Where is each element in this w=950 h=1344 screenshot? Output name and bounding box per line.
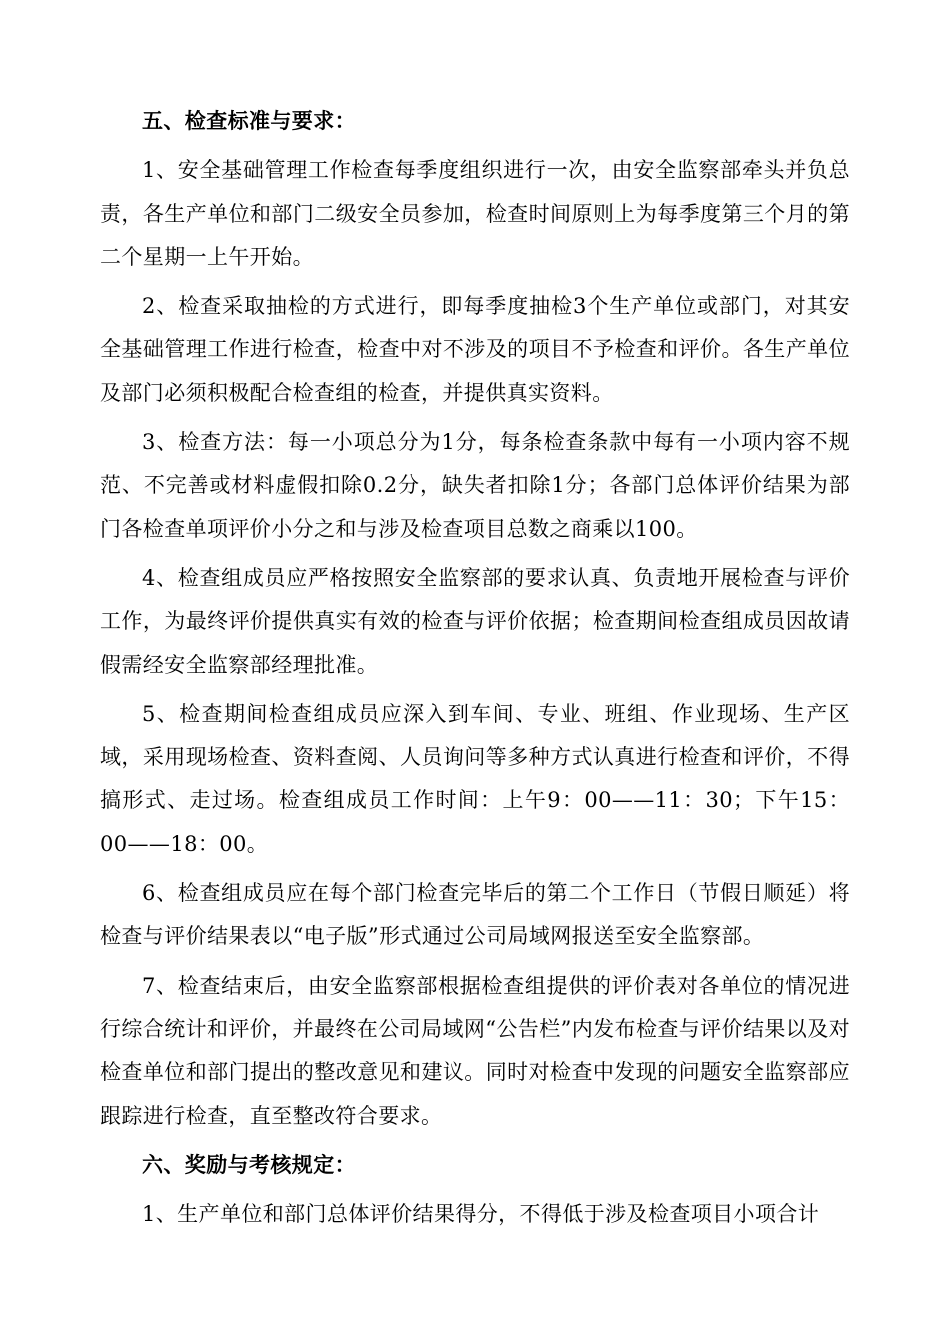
- section-5-item-3: 3、检查方法：每一小项总分为1分，每条检查条款中每有一小项内容不规范、不完善或材料虚假扣除0.2分，缺失者扣除1分；各部门总体评价结果为部门各检查单项评价小分之和与涉及检查项目总数之商乘以100。: [100, 430, 850, 541]
- section-5-item-2: 2、检查采取抽检的方式进行，即每季度抽检3个生产单位或部门，对其安全基础管理工作进行检查，检查中对不涉及的项目不予检查和评价。各生产单位及部门必须积极配合检查组的检查，并提供真实资料。: [100, 294, 850, 405]
- document-body: [100, 100, 850, 1236]
- section-5-item-1: 1、安全基础管理工作检查每季度组织进行一次，由安全监察部牵头并负总责，各生产单位和部门二级安全员参加，检查时间原则上为每季度第三个月的第二个星期一上午开始。: [100, 158, 850, 269]
- section-5-item-5: 5、检查期间检查组成员应深入到车间、专业、班组、作业现场、生产区域，采用现场检查、资料查阅、人员询问等多种方式认真进行检查和评价，不得搞形式、走过场。检查组成员工作时间：上午9：00——11：30；下午15：00——18：00。: [100, 701, 850, 856]
- section-5-item-7: 7、检查结束后，由安全监察部根据检查组提供的评价表对各单位的情况进行综合统计和评价，并最终在公司局域网“公告栏”内发布检查与评价结果以及对检查单位和部门提出的整改意见和建议。同时对检查中发现的问题安全监察部应跟踪进行检查，直至整改符合要求。: [100, 973, 850, 1128]
- section-5-heading: 五、检查标准与要求：: [142, 109, 356, 133]
- section-5-item-4: 4、检查组成员应严格按照安全监察部的要求认真、负责地开展检查与评价工作，为最终评价提供真实有效的检查与评价依据；检查期间检查组成员因故请假需经安全监察部经理批准。: [100, 565, 850, 677]
- section-5-item-6: 6、检查组成员应在每个部门检查完毕后的第二个工作日（节假日顺延）将检查与评价结果表以“电子版”形式通过公司局域网报送至安全监察部。: [100, 881, 850, 949]
- section-6-heading: 六、奖励与考核规定：: [142, 1152, 356, 1177]
- section-6-item-1: 1、生产单位和部门总体评价结果得分，不得低于涉及检查项目小项合计: [142, 1202, 820, 1227]
